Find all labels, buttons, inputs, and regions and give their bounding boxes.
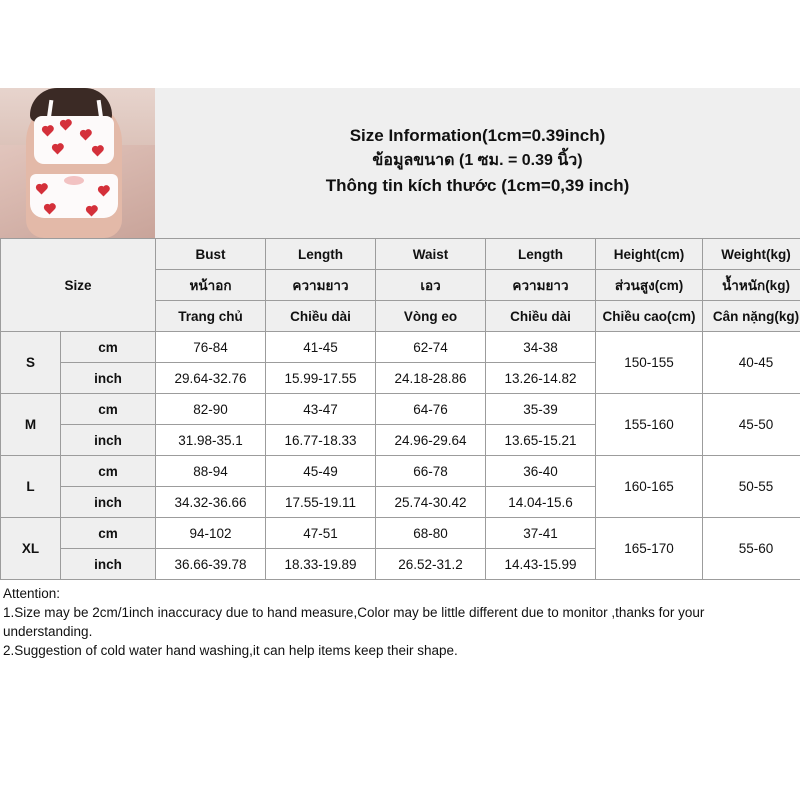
cell-length1-inch: 16.77-18.33 [266,425,376,456]
cell-length2-cm: 36-40 [486,456,596,487]
cell-length2-cm: 37-41 [486,518,596,549]
cell-length1-cm: 41-45 [266,332,376,363]
cell-waist-cm: 66-78 [376,456,486,487]
table-header-row-en [1,239,800,270]
header-waist-vi: Vòng eo [376,301,486,332]
cell-length2-inch: 13.26-14.82 [486,363,596,394]
header-length1-th: ความยาว [266,270,376,301]
size-table [0,238,800,580]
table-row [1,518,800,549]
cell-waist-inch: 26.52-31.2 [376,549,486,580]
size-corner-label: Size [1,239,156,332]
table-row [1,332,800,363]
row-unit-cm: cm [61,332,156,363]
row-unit-inch: inch [61,363,156,394]
attention-note-1: 1.Size may be 2cm/1inch inaccuracy due to hand measure,Color may be little different due to monitor ,thanks for your understanding. [3,605,705,639]
cell-waist-cm: 68-80 [376,518,486,549]
header-height-vi: Chiều cao(cm) [596,301,703,332]
header-section [0,88,800,238]
header-weight-vi: Cân nặng(kg) [703,301,800,332]
cell-waist-inch: 24.96-29.64 [376,425,486,456]
cell-height-xl: 165-170 [596,518,703,580]
cell-length2-inch: 13.65-15.21 [486,425,596,456]
cell-waist-inch: 25.74-30.42 [376,487,486,518]
row-unit-inch: inch [61,549,156,580]
cell-waist-cm: 62-74 [376,332,486,363]
row-size-xl: XL [1,518,61,580]
row-unit-cm: cm [61,394,156,425]
header-length1-en: Length [266,239,376,270]
cell-height-m: 155-160 [596,394,703,456]
cell-length2-cm: 35-39 [486,394,596,425]
cell-length1-cm: 45-49 [266,456,376,487]
header-length2-vi: Chiều dài [486,301,596,332]
title-line-th: ข้อมูลขนาด (1 ซม. = 0.39 นิ้ว) [372,151,583,169]
cell-bust-inch: 31.98-35.1 [156,425,266,456]
header-height-en: Height(cm) [596,239,703,270]
cell-height-s: 150-155 [596,332,703,394]
cell-bust-cm: 82-90 [156,394,266,425]
cell-waist-inch: 24.18-28.86 [376,363,486,394]
cell-weight-m: 45-50 [703,394,800,456]
cell-height-l: 160-165 [596,456,703,518]
cell-length2-inch: 14.04-15.6 [486,487,596,518]
size-chart-sheet [0,88,800,660]
header-waist-th: เอว [376,270,486,301]
title-line-vi: Thông tin kích thước (1cm=0,39 inch) [325,175,630,195]
row-size-s: S [1,332,61,394]
attention-heading: Attention: [3,586,61,601]
cell-length1-cm: 43-47 [266,394,376,425]
header-waist-en: Waist [376,239,486,270]
attention-note-2: 2.Suggestion of cold water hand washing,it can help items keep their shape. [3,643,458,658]
row-unit-inch: inch [61,487,156,518]
cell-length1-inch: 18.33-19.89 [266,549,376,580]
cell-waist-cm: 64-76 [376,394,486,425]
header-bust-vi: Trang chủ [156,301,266,332]
cell-length1-inch: 15.99-17.55 [266,363,376,394]
cell-weight-xl: 55-60 [703,518,800,580]
cell-weight-s: 40-45 [703,332,800,394]
cell-length1-cm: 47-51 [266,518,376,549]
header-bust-th: หน้าอก [156,270,266,301]
table-row [1,394,800,425]
cell-bust-inch: 29.64-32.76 [156,363,266,394]
row-size-m: M [1,394,61,456]
row-size-l: L [1,456,61,518]
header-weight-th: น้ำหนัก(kg) [703,270,800,301]
header-length2-en: Length [486,239,596,270]
row-unit-cm: cm [61,518,156,549]
cell-length2-cm: 34-38 [486,332,596,363]
row-unit-inch: inch [61,425,156,456]
cell-length2-inch: 14.43-15.99 [486,549,596,580]
cell-bust-cm: 94-102 [156,518,266,549]
header-length2-th: ความยาว [486,270,596,301]
header-bust-en: Bust [156,239,266,270]
table-row [1,456,800,487]
header-length1-vi: Chiều dài [266,301,376,332]
title-line-en: Size Information(1cm=0.39inch) [349,125,606,145]
row-unit-cm: cm [61,456,156,487]
cell-bust-inch: 34.32-36.66 [156,487,266,518]
cell-bust-cm: 76-84 [156,332,266,363]
attention-block [0,580,800,660]
cell-bust-cm: 88-94 [156,456,266,487]
product-photo [0,88,155,238]
cell-length1-inch: 17.55-19.11 [266,487,376,518]
header-weight-en: Weight(kg) [703,239,800,270]
header-height-th: ส่วนสูง(cm) [596,270,703,301]
cell-bust-inch: 36.66-39.78 [156,549,266,580]
title-block [155,88,800,238]
cell-weight-l: 50-55 [703,456,800,518]
